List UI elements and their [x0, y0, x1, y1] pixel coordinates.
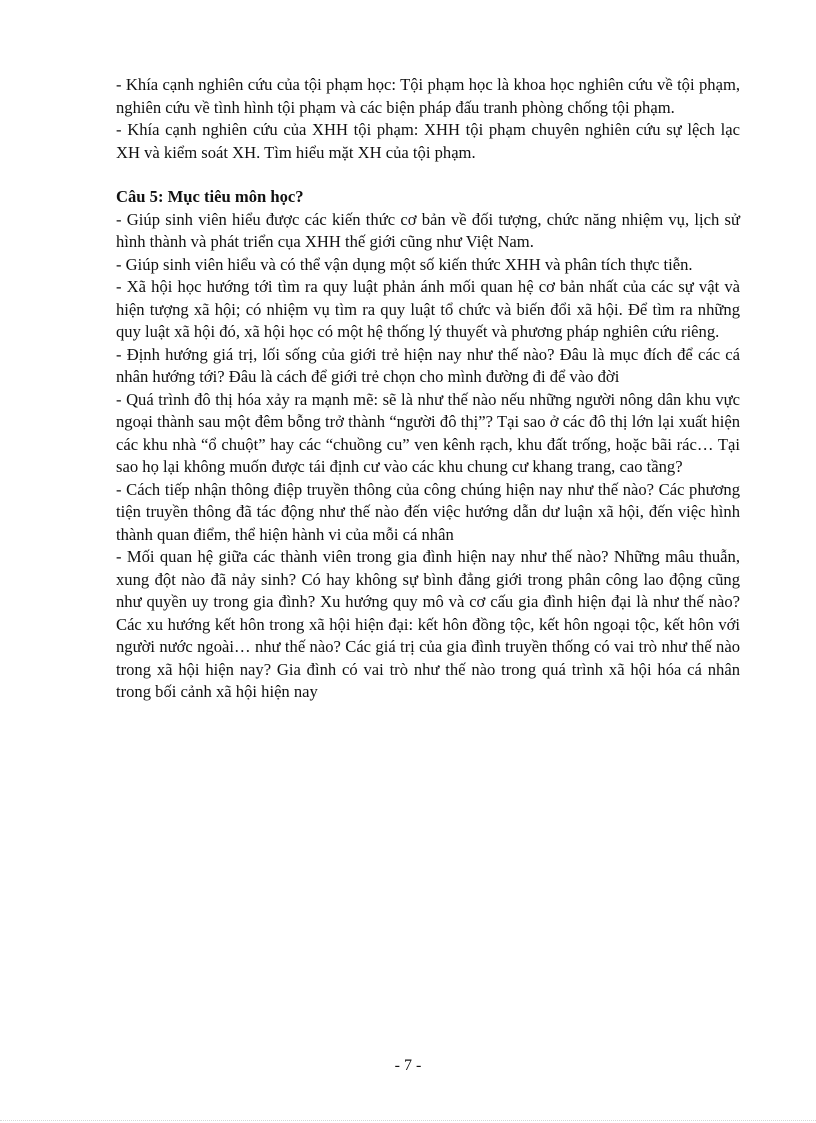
paragraph-goal-6: - Cách tiếp nhận thông điệp truyền thông của công chúng hiện nay như thế nào? Các phương tiện truyền thông đã tác động như thế nào đến việc hướng dẫn dư luận xã hội, đến việc hình thành quan điểm, thể hiện hành vi của mỗi cá nhân [116, 479, 740, 544]
paragraph-spacer [116, 164, 740, 186]
page-content [116, 74, 740, 704]
paragraph-goal-2: - Giúp sinh viên hiểu và có thể vận dụng một số kiến thức XHH và phân tích thực tiễn. [116, 254, 693, 274]
paragraph-criminology-aspect: - Khía cạnh nghiên cứu của tội phạm học: Tội phạm học là khoa học nghiên cứu về tội phạm, nghiên cứu về tình hình tội phạm và các biện pháp đấu tranh phòng chống tội phạm. [116, 75, 740, 117]
paragraph-goal-3: - Xã hội học hướng tới tìm ra quy luật phản ánh mối quan hệ cơ bản nhất của các sự vật và hiện tượng xã hội; có nhiệm vụ tìm ra quy luật tổ chức và biến đổi xã hội. Để tìm ra những quy luật xã hội đó, xã hội học có một hệ thống lý thuyết và phương pháp nghiên cứu riêng. [116, 277, 740, 341]
paragraph-goal-1: - Giúp sinh viên hiểu được các kiến thức cơ bản về đối tượng, chức năng nhiệm vụ, lịch sử hình thành và phát triển cụa XHH thế giới cũng như Việt Nam. [116, 209, 740, 251]
page-number: - 7 - [394, 1057, 422, 1074]
paragraph-goal-4: - Định hướng giá trị, lối sống của giới trẻ hiện nay như thế nào? Đâu là mục đích để các cá nhân hướng tới? Đâu là cách để giới trẻ chọn cho mình đường đi để vào đời [116, 344, 740, 386]
section-heading: Câu 5: Mục tiêu môn học? [116, 187, 304, 206]
paragraph-goal-5: - Quá trình đô thị hóa xảy ra mạnh mẽ: sẽ là như thế nào nếu những người nông dân khu vực ngoại thành sau một đêm bỗng trở thành “người đô thị”? Tại sao ở các đô thị lớn lại xuất hiện các khu nhà “ổ chuột” hay các “chuồng cu” ven kênh rạch, khu đất trống, hoặc bãi rác… Tại sao họ lại không muốn được tái định cư vào các khu chung cư khang trang, cao tầng? [116, 389, 740, 476]
page-bottom-divider [0, 1120, 816, 1121]
paragraph-crime-sociology-aspect: - Khía cạnh nghiên cứu của XHH tội phạm: XHH tội phạm chuyên nghiên cứu sự lệch lạc XH và kiểm soát XH. Tìm hiểu mặt XH của tội phạm. [116, 120, 740, 162]
paragraph-goal-7: - Mối quan hệ giữa các thành viên trong gia đình hiện nay như thế nào? Những mâu thuẫn, xung đột nào đã nảy sinh? Có hay không sự bình đẳng giới trong phân công lao động cũng như quyền uy trong gia đình? Xu hướng quy mô và cơ cấu gia đình hiện đại là như thế nào? Các xu hướng kết hôn trong xã hội hiện đại: kết hôn đồng tộc, kết hôn ngoại tộc, kết hôn với người nước ngoài… như thế nào? Các giá trị của gia đình truyền thống có vai trò như thế nào trong xã hội hiện nay? Gia đình có vai trò như thế nào trong quá trình xã hội hóa cá nhân trong bối cảnh xã hội hiện nay [116, 547, 740, 701]
